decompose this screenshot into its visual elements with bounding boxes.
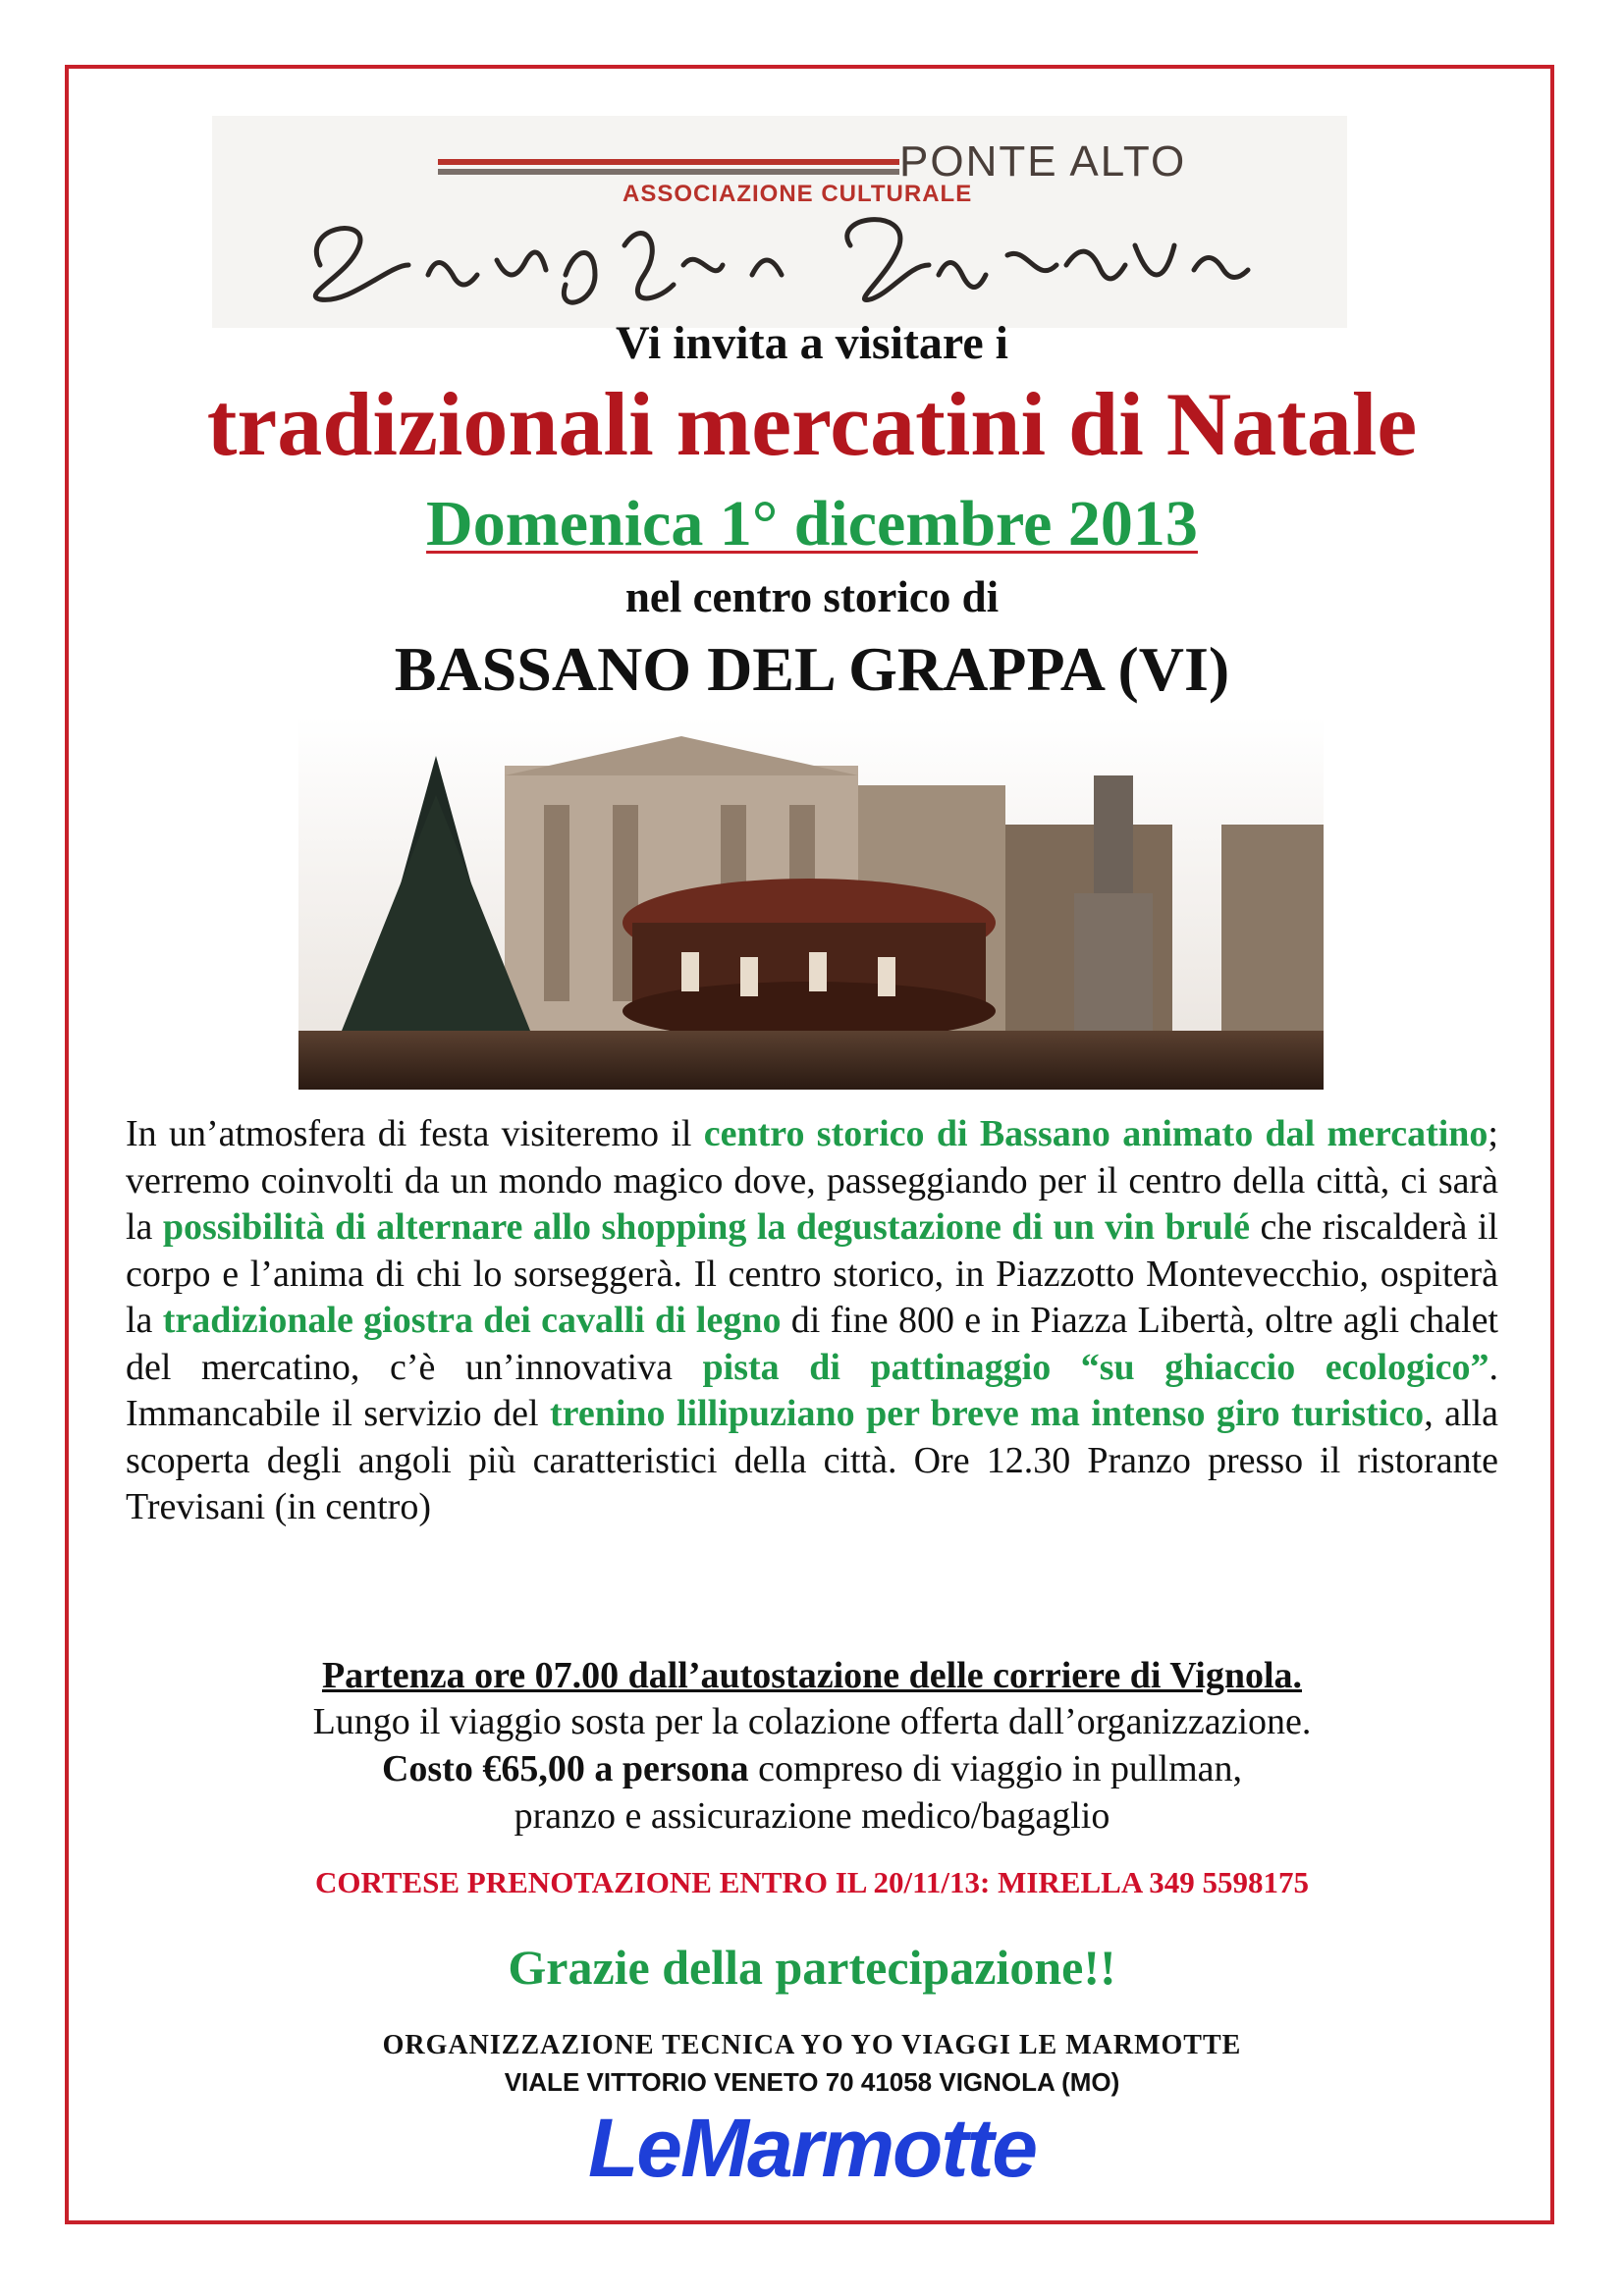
departure-info [0,1654,1624,1697]
thanks-text: Grazie della partecipazione!! [508,1940,1116,1995]
cost-info-line2: pranzo e assicurazione medico/bagaglio [514,1795,1110,1837]
booking-notice: CORTESE PRENOTAZIONE ENTRO IL 20/11/13: MIRELLA 349 5598175 [314,1865,1310,1899]
event-date [0,487,1624,561]
departure-text: Partenza ore 07.00 dall’autostazione delle corriere di Vignola. [321,1655,1303,1696]
signature-image [261,206,1341,314]
cost-info [0,1747,1624,1790]
organizer-address: VIALE VITTORIO VENETO 70 41058 VIGNOLA (MO) [504,2067,1120,2097]
carousel-photo [298,717,1324,1090]
logo-subtitle: ASSOCIAZIONE CULTURALE [623,181,973,207]
cost-details: compreso di viaggio in pullman, [748,1748,1243,1789]
page-title: tradizionali mercatini di Natale [206,374,1418,474]
ponte-alto-logo [212,116,1347,328]
invite-text: Vi invita a visitare i [616,317,1008,369]
body-text-segment: di fine 800 e in Piazza Libertà, oltre agli chalet del mercatino, c’è un’innovativa [126,1300,1498,1388]
location-intro: nel centro storico di [624,572,1000,621]
body-text-segment: In un’atmosfera di festa visiteremo il [126,1113,704,1154]
city-name: BASSANO DEL GRAPPA (VI) [394,634,1230,704]
breakfast-info: Lungo il viaggio sosta per la colazione offerta dall’organizzazione. [312,1701,1312,1742]
highlight-text: centro storico di Bassano animato dal mercatino [703,1113,1489,1154]
organizer-name: ORGANIZZAZIONE TECNICA YO YO VIAGGI LE MARMOTTE [382,2030,1242,2060]
body-text-segment: ; verremo coinvolti da un mondo magico dove, passeggiando per il centro della città, ci sarà la [126,1113,1498,1248]
logo-name: PONTE ALTO [899,137,1187,186]
cost-amount: Costo €65,00 a persona [381,1748,749,1789]
le-marmotte-logo: LeMarmotte [587,2102,1037,2194]
highlight-text: pista di pattinaggio “su ghiaccio ecologico” [702,1346,1489,1388]
highlight-text: trenino lillipuziano per breve ma intenso giro turistico [550,1393,1425,1434]
body-text-segment: . Immancabile il servizio del [126,1346,1498,1434]
highlight-text: tradizionale giostra dei cavalli di legno [162,1300,782,1341]
body-text-segment: , alla scoperta degli angoli più caratteristici della città. Ore 12.30 Pranzo presso il ristorante Trevisani (in centro) [126,1393,1498,1527]
highlight-text: possibilità di alternare allo shopping la degustazione di un vin brulé [162,1206,1251,1248]
event-date-text: Domenica 1° dicembre 2013 [426,488,1198,560]
body-text-segment: che riscalderà il corpo e l’anima di chi lo sorseggerà. Il centro storico, in Piazzotto Montevecchio, ospiterà la [126,1206,1498,1341]
description-paragraph [126,1111,1498,1531]
